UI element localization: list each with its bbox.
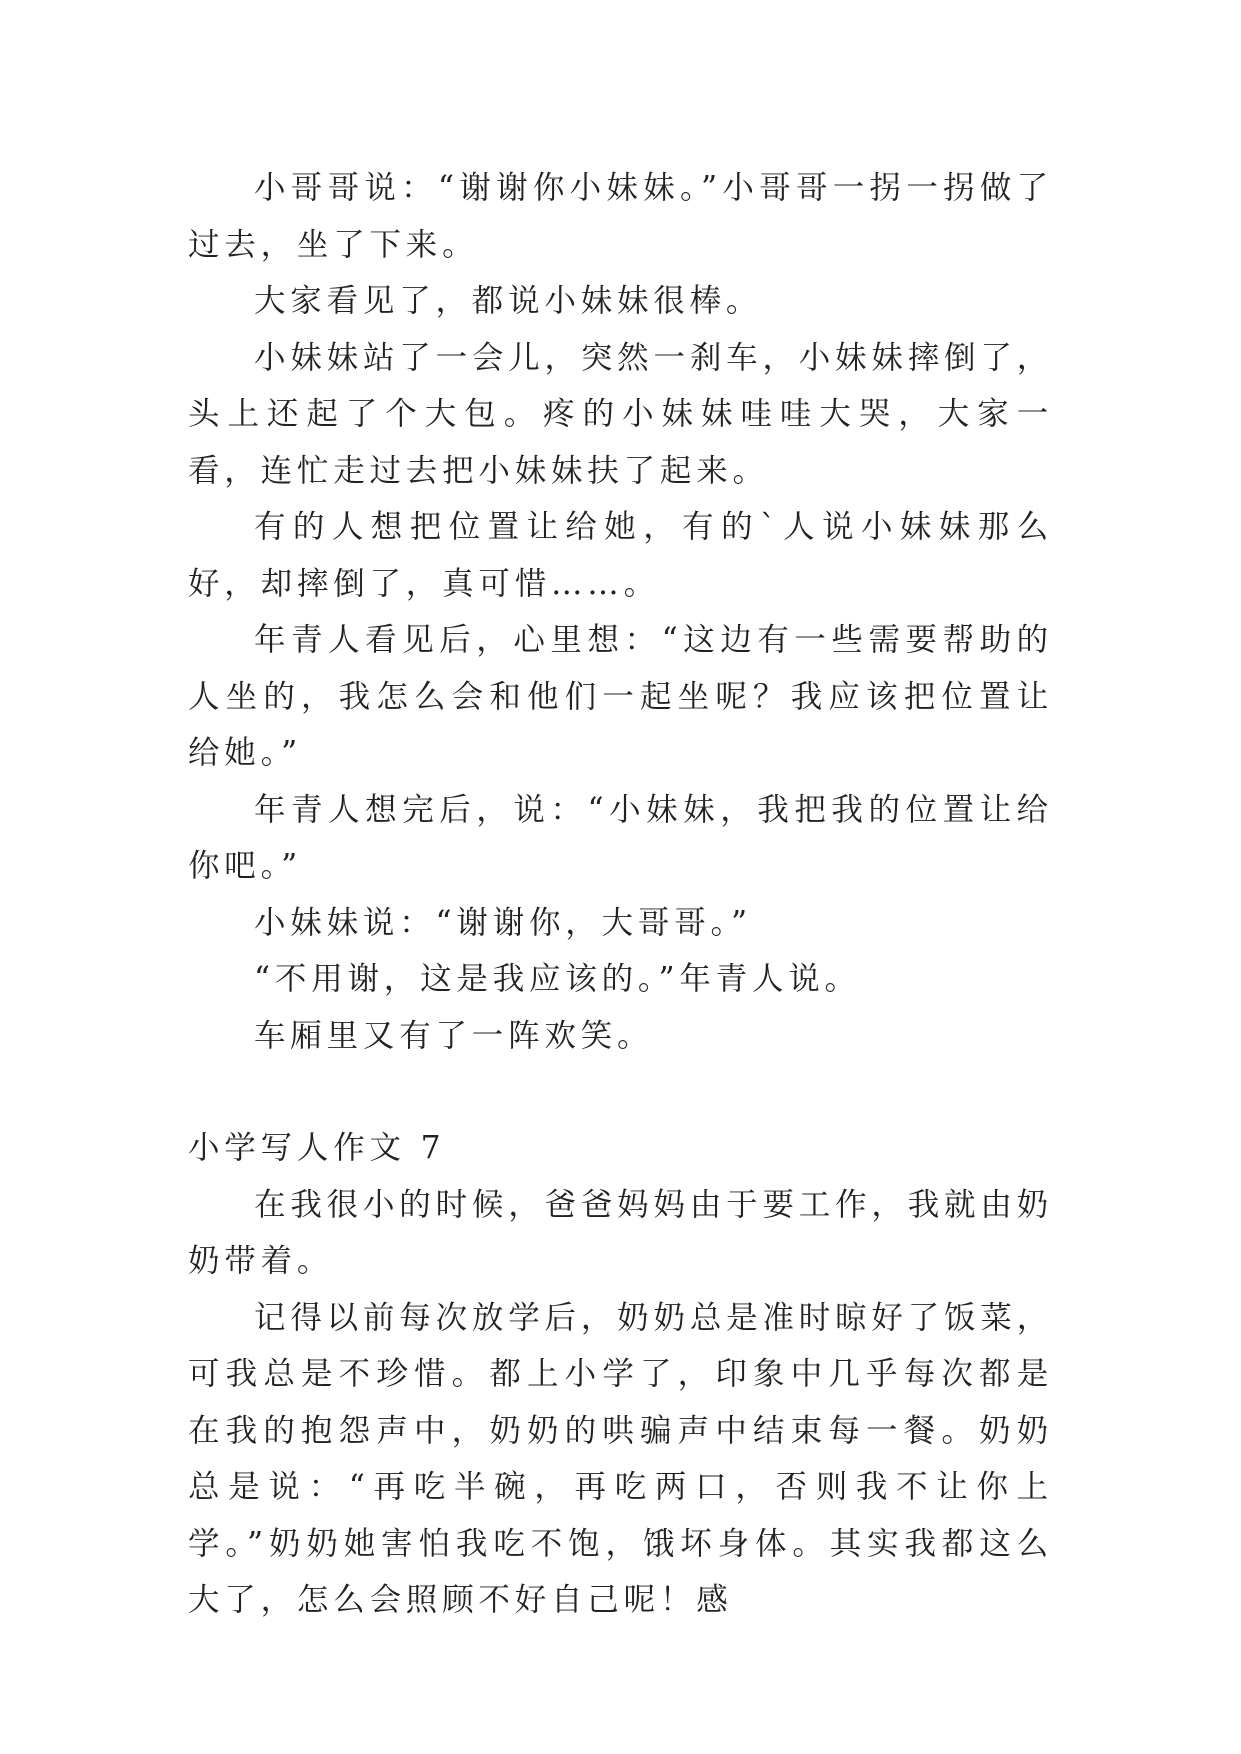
paragraph: 年青人想完后，说：“小妹妹，我把我的位置让给你吧。”	[188, 791, 1053, 884]
paragraph: 车厢里又有了一阵欢笑。	[254, 1017, 654, 1054]
paragraph: 大家看见了，都说小妹妹很棒。	[254, 283, 763, 319]
paragraph: 有的人想把位置让给她，有的`人说小妹妹那么好，却摔倒了，真可惜……。	[188, 509, 1053, 602]
paragraph: 小妹妹说：“谢谢你，大哥哥。”	[254, 904, 752, 941]
paragraph: 年青人看见后，心里想：“这边有一些需要帮助的人坐的，我怎么会和他们一起坐呢？我应该把位置让给她。”	[188, 622, 1053, 771]
paragraph: 记得以前每次放学后，奶奶总是准时晾好了饭菜，可我总是不珍惜。都上小学了，印象中几乎每次都是在我的抱怨声中，奶奶的哄骗声中结束每一餐。奶奶总是说：“再吃半碗，再吃两口，否则我不让你上学。”奶奶她害怕我吃不饱，饿坏身体。其实我都这么大了，怎么会照顾不好自己呢！感	[188, 1299, 1053, 1618]
document-body	[188, 160, 1053, 1629]
section-heading: 小学写人作文 7	[188, 1130, 446, 1166]
paragraph: “不用谢，这是我应该的。”年青人说。	[254, 961, 861, 997]
paragraph: 小哥哥说：“谢谢你小妹妹。”小哥哥一拐一拐做了过去，坐了下来。	[188, 170, 1053, 263]
paragraph: 小妹妹站了一会儿，突然一刹车，小妹妹摔倒了，头上还起了个大包。疼的小妹妹哇哇大哭，大家一看，连忙走过去把小妹妹扶了起来。	[188, 339, 1053, 489]
paragraph: 在我很小的时候，爸爸妈妈由于要工作，我就由奶奶带着。	[188, 1186, 1053, 1279]
